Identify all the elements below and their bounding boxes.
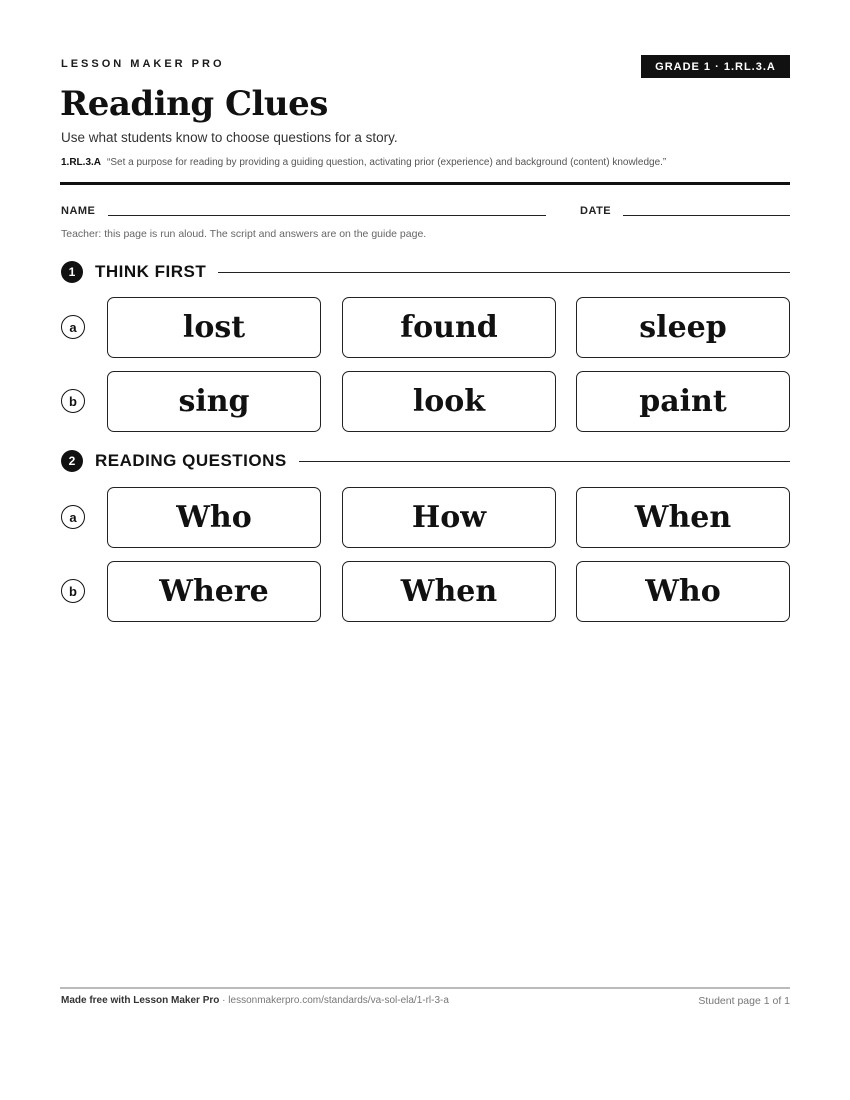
word-card[interactable]: look <box>342 371 556 432</box>
section-number: 1 <box>61 261 83 283</box>
footer-credit <box>61 995 449 1006</box>
brand-name: LESSON MAKER PRO <box>61 58 225 70</box>
row-letter-b: b <box>61 389 85 413</box>
page-subtitle: Use what students know to choose questions for a story. <box>61 130 398 145</box>
section-number: 2 <box>61 450 83 472</box>
footer-separator: · <box>219 995 229 1006</box>
section-title: READING QUESTIONS <box>95 451 287 470</box>
page-title: Reading Clues <box>60 84 328 124</box>
date-label: DATE <box>580 205 612 217</box>
footer-made-with: Made free with Lesson Maker Pro <box>61 995 220 1006</box>
row-letter-b: b <box>61 579 85 603</box>
word-card[interactable]: sing <box>107 371 321 432</box>
question-card[interactable]: Who <box>107 487 321 548</box>
question-card[interactable]: When <box>576 487 790 548</box>
section-divider <box>218 272 790 273</box>
question-card[interactable]: Where <box>107 561 321 622</box>
word-card[interactable]: lost <box>107 297 321 358</box>
question-card[interactable]: How <box>342 487 556 548</box>
section-divider <box>299 461 790 462</box>
word-card[interactable]: found <box>342 297 556 358</box>
word-card[interactable]: sleep <box>576 297 790 358</box>
row-letter-a: a <box>61 505 85 529</box>
name-label: NAME <box>61 205 96 217</box>
section-reading-questions <box>61 449 790 473</box>
question-card[interactable]: When <box>342 561 556 622</box>
row-letter-a: a <box>61 315 85 339</box>
section-title: THINK FIRST <box>95 262 207 281</box>
header-divider <box>60 182 790 185</box>
word-card[interactable]: paint <box>576 371 790 432</box>
standard-code: 1.RL.3.A <box>61 157 102 168</box>
grade-badge: GRADE 1 · 1.RL.3.A <box>641 55 790 78</box>
footer-page-label: Student page 1 of 1 <box>698 995 790 1007</box>
standard-text: “Set a purpose for reading by providing a guiding question, activating prior (experience) and background (content) knowledge.” <box>107 157 667 168</box>
date-field[interactable] <box>623 215 790 216</box>
footer-url-link[interactable]: lessonmakerpro.com/standards/va-sol-ela/1-rl-3-a <box>228 995 449 1006</box>
teacher-note: Teacher: this page is run aloud. The script and answers are on the guide page. <box>61 228 427 240</box>
standard-line <box>61 157 666 168</box>
name-field[interactable] <box>108 215 546 216</box>
question-card[interactable]: Who <box>576 561 790 622</box>
footer-divider <box>60 987 790 989</box>
section-think-first <box>61 260 790 284</box>
